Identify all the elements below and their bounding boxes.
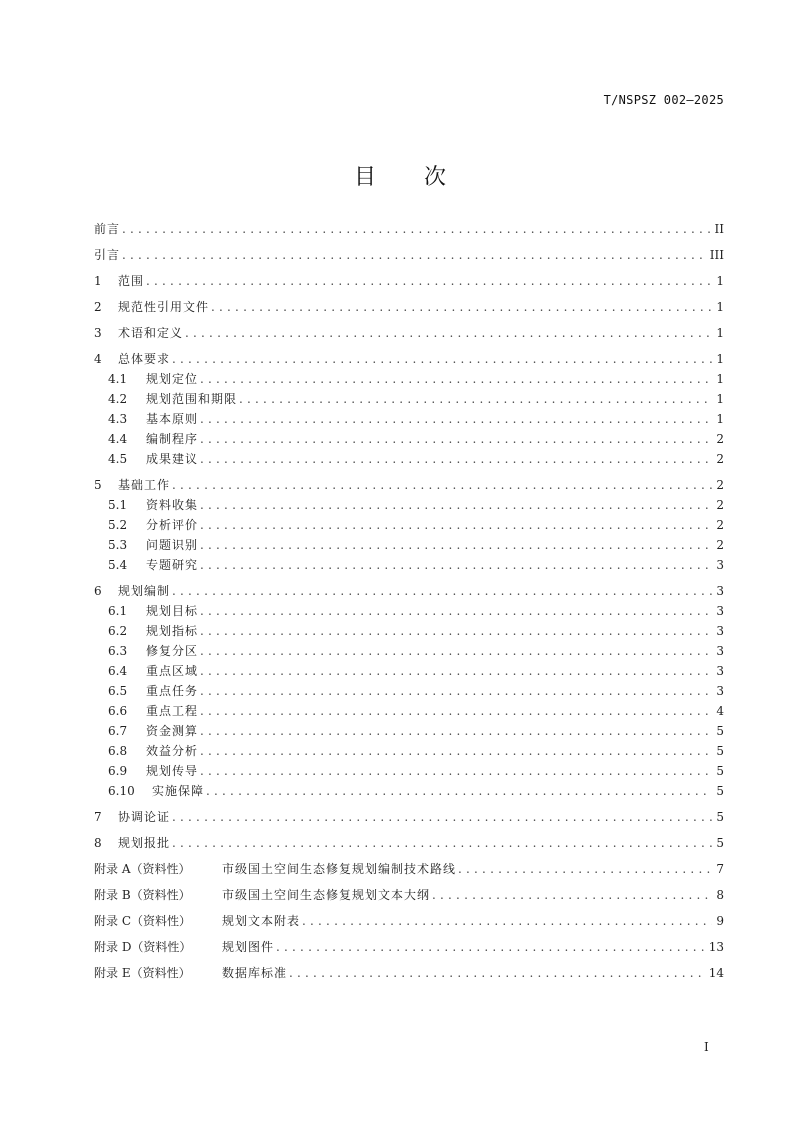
toc-entry-label: 规划图件 bbox=[222, 940, 275, 954]
toc-entry-label: 市级国土空间生态修复规划文本大纲 bbox=[222, 888, 431, 902]
toc-entry-number: 6.9 bbox=[108, 764, 128, 778]
toc-entry-label: 效益分析 bbox=[146, 744, 199, 758]
dot-leader bbox=[200, 495, 712, 515]
toc-subsection-entry[interactable] bbox=[94, 369, 724, 389]
dot-leader bbox=[200, 429, 712, 449]
toc-subsection-entry[interactable] bbox=[94, 449, 724, 469]
dot-leader bbox=[200, 515, 712, 535]
toc-entry-number: 6.4 bbox=[108, 664, 128, 678]
dot-leader bbox=[289, 963, 705, 983]
dot-leader bbox=[206, 781, 712, 801]
toc-section-entry[interactable] bbox=[94, 807, 724, 827]
title-char-1: 目 bbox=[353, 165, 376, 190]
dot-leader bbox=[172, 475, 712, 495]
toc-entry-number: 6.6 bbox=[108, 704, 128, 718]
toc-entry-label: 总体要求 bbox=[118, 352, 171, 366]
dot-leader bbox=[276, 937, 705, 957]
toc-entry-page: 4 bbox=[716, 704, 724, 718]
toc-entry-label: 范围 bbox=[118, 274, 145, 288]
toc-entry-number: 6.8 bbox=[108, 744, 128, 758]
toc-subsection-entry[interactable] bbox=[94, 761, 724, 781]
toc-entry-page: 3 bbox=[716, 604, 724, 618]
toc-entry-page: 7 bbox=[716, 862, 724, 876]
toc-entry-number: 6.5 bbox=[108, 684, 128, 698]
toc-entry-label: 编制程序 bbox=[146, 432, 199, 446]
toc-subsection-entry[interactable] bbox=[94, 601, 724, 621]
toc-subsection-entry[interactable] bbox=[94, 641, 724, 661]
toc-entry-page: 5 bbox=[716, 810, 724, 824]
toc-entry-number: 5.4 bbox=[108, 558, 128, 572]
toc-entry-label: 规划编制 bbox=[118, 584, 171, 598]
toc-subsection-entry[interactable] bbox=[94, 621, 724, 641]
toc-subsection-entry[interactable] bbox=[94, 429, 724, 449]
dot-leader bbox=[211, 297, 712, 317]
dot-leader bbox=[200, 761, 712, 781]
toc-entry-number: 5.3 bbox=[108, 538, 128, 552]
toc-entry-label: 市级国土空间生态修复规划编制技术路线 bbox=[222, 862, 457, 876]
toc-section-entry[interactable] bbox=[94, 271, 724, 291]
toc-entry-number: 4.4 bbox=[108, 432, 128, 446]
toc-entry-number: 6.1 bbox=[108, 604, 128, 618]
toc-section-entry[interactable] bbox=[94, 323, 724, 343]
dot-leader bbox=[200, 721, 712, 741]
toc-subsection-entry[interactable] bbox=[94, 515, 724, 535]
toc-entry-number: 6 bbox=[94, 584, 102, 598]
toc-entry-number: 4.3 bbox=[108, 412, 128, 426]
toc-entry-page: 5 bbox=[716, 764, 724, 778]
dot-leader bbox=[200, 641, 712, 661]
dot-leader bbox=[200, 661, 712, 681]
toc-entry-page: 5 bbox=[716, 784, 724, 798]
toc-entry-label: 成果建议 bbox=[146, 452, 199, 466]
toc-entry-label: 重点工程 bbox=[146, 704, 199, 718]
toc-entry-number: 6.7 bbox=[108, 724, 128, 738]
toc-entry-label: 资料收集 bbox=[146, 498, 199, 512]
dot-leader bbox=[200, 409, 712, 429]
toc-entry-page: 9 bbox=[716, 914, 724, 928]
toc-section-entry[interactable] bbox=[94, 833, 724, 853]
toc-subsection-entry[interactable] bbox=[94, 409, 724, 429]
toc-section-entry[interactable] bbox=[94, 581, 724, 601]
toc-entry-label: 数据库标准 bbox=[222, 966, 288, 980]
dot-leader bbox=[200, 621, 712, 641]
toc-entry-number: 4.2 bbox=[108, 392, 128, 406]
toc-subsection-entry[interactable] bbox=[94, 701, 724, 721]
toc-entry-label: 规划指标 bbox=[146, 624, 199, 638]
toc-entry-page: 5 bbox=[716, 724, 724, 738]
toc-appendix-entry[interactable] bbox=[94, 885, 724, 905]
toc-entry-label: 重点任务 bbox=[146, 684, 199, 698]
toc-entry-label: 资金测算 bbox=[146, 724, 199, 738]
dot-leader bbox=[146, 271, 712, 291]
toc-entry-number: 2 bbox=[94, 300, 102, 314]
title-char-2: 次 bbox=[424, 165, 447, 190]
toc-entry-page: 3 bbox=[716, 684, 724, 698]
toc-entry-label: 规划定位 bbox=[146, 372, 199, 386]
toc-subsection-entry[interactable] bbox=[94, 389, 724, 409]
dot-leader bbox=[239, 389, 712, 409]
dot-leader bbox=[172, 349, 712, 369]
dot-leader bbox=[200, 741, 712, 761]
toc-entry-number: 附录 A（资料性） bbox=[94, 862, 191, 876]
toc-entry-number: 附录 C（资料性） bbox=[94, 914, 191, 928]
toc-entry-number: 4.1 bbox=[108, 372, 128, 386]
toc-section-entry[interactable] bbox=[94, 245, 724, 265]
toc-entry-number: 附录 B（资料性） bbox=[94, 888, 191, 902]
toc-subsection-entry[interactable] bbox=[94, 495, 724, 515]
dot-leader bbox=[200, 681, 712, 701]
toc-entry-number: 5 bbox=[94, 478, 102, 492]
toc-entry-label: 规范性引用文件 bbox=[118, 300, 210, 314]
toc-entry-label: 专题研究 bbox=[146, 558, 199, 572]
toc-entry-page: 2 bbox=[716, 452, 724, 466]
toc-entry-page: 3 bbox=[716, 584, 724, 598]
toc-entry-number: 4 bbox=[94, 352, 102, 366]
toc-entry-page: 3 bbox=[716, 644, 724, 658]
toc-subsection-entry[interactable] bbox=[94, 781, 724, 801]
dot-leader bbox=[200, 555, 712, 575]
toc-entry-number: 附录 E（资料性） bbox=[94, 966, 191, 980]
toc-entry-page: III bbox=[709, 248, 724, 262]
toc-entry-label: 前言 bbox=[94, 222, 121, 236]
dot-leader bbox=[122, 219, 711, 239]
toc-entry-label: 规划范围和期限 bbox=[146, 392, 238, 406]
dot-leader bbox=[172, 807, 712, 827]
toc-entry-label: 规划传导 bbox=[146, 764, 199, 778]
dot-leader bbox=[172, 833, 712, 853]
toc-entry-number: 7 bbox=[94, 810, 102, 824]
toc-appendix-entry[interactable] bbox=[94, 911, 724, 931]
toc-appendix-entry[interactable] bbox=[94, 859, 724, 879]
toc-entry-label: 基础工作 bbox=[118, 478, 171, 492]
dot-leader bbox=[432, 885, 712, 905]
page-title bbox=[0, 160, 800, 191]
toc-entry-page: 14 bbox=[708, 966, 724, 980]
toc-entry-label: 规划报批 bbox=[118, 836, 171, 850]
dot-leader bbox=[458, 859, 712, 879]
toc-section-entry[interactable] bbox=[94, 475, 724, 495]
dot-leader bbox=[200, 449, 712, 469]
toc-entry-page: 5 bbox=[716, 744, 724, 758]
toc-entry-label: 分析评价 bbox=[146, 518, 199, 532]
toc-entry-label: 规划目标 bbox=[146, 604, 199, 618]
toc-entry-page: 8 bbox=[716, 888, 724, 902]
toc-entry-page: 1 bbox=[716, 412, 724, 426]
document-code: T/NSPSZ 002—2025 bbox=[603, 93, 724, 107]
toc-entry-number: 4.5 bbox=[108, 452, 128, 466]
dot-leader bbox=[200, 369, 712, 389]
toc-entry-label: 实施保障 bbox=[152, 784, 205, 798]
toc-entry-label: 术语和定义 bbox=[118, 326, 184, 340]
toc-entry-page: 1 bbox=[716, 372, 724, 386]
toc-entry-number: 5.1 bbox=[108, 498, 128, 512]
toc-entry-label: 基本原则 bbox=[146, 412, 199, 426]
dot-leader bbox=[122, 245, 706, 265]
toc-entry-page: 2 bbox=[716, 432, 724, 446]
toc-entry-page: 1 bbox=[716, 300, 724, 314]
toc-subsection-entry[interactable] bbox=[94, 535, 724, 555]
dot-leader bbox=[200, 701, 712, 721]
table-of-contents bbox=[94, 219, 724, 983]
toc-entry-number: 附录 D（资料性） bbox=[94, 940, 192, 954]
toc-entry-label: 重点区域 bbox=[146, 664, 199, 678]
toc-entry-page: 2 bbox=[716, 478, 724, 492]
toc-entry-number: 3 bbox=[94, 326, 102, 340]
toc-entry-page: II bbox=[714, 222, 724, 236]
toc-entry-page: 2 bbox=[716, 498, 724, 512]
toc-entry-page: 1 bbox=[716, 326, 724, 340]
toc-entry-label: 问题识别 bbox=[146, 538, 199, 552]
dot-leader bbox=[185, 323, 712, 343]
footer-page-number: I bbox=[704, 1040, 709, 1054]
toc-entry-page: 1 bbox=[716, 274, 724, 288]
toc-entry-page: 1 bbox=[716, 392, 724, 406]
toc-entry-page: 3 bbox=[716, 624, 724, 638]
toc-entry-page: 2 bbox=[716, 538, 724, 552]
toc-entry-label: 规划文本附表 bbox=[222, 914, 301, 928]
toc-entry-number: 1 bbox=[94, 274, 102, 288]
toc-entry-number: 6.3 bbox=[108, 644, 128, 658]
dot-leader bbox=[200, 535, 712, 555]
dot-leader bbox=[302, 911, 712, 931]
toc-section-entry[interactable] bbox=[94, 349, 724, 369]
toc-entry-page: 3 bbox=[716, 558, 724, 572]
toc-appendix-entry[interactable] bbox=[94, 963, 724, 983]
toc-entry-number: 6.10 bbox=[108, 784, 135, 798]
toc-entry-page: 3 bbox=[716, 664, 724, 678]
toc-entry-page: 13 bbox=[708, 940, 724, 954]
dot-leader bbox=[200, 601, 712, 621]
toc-entry-number: 8 bbox=[94, 836, 102, 850]
toc-entry-label: 修复分区 bbox=[146, 644, 199, 658]
toc-subsection-entry[interactable] bbox=[94, 741, 724, 761]
toc-subsection-entry[interactable] bbox=[94, 661, 724, 681]
toc-subsection-entry[interactable] bbox=[94, 555, 724, 575]
toc-subsection-entry[interactable] bbox=[94, 721, 724, 741]
toc-entry-label: 引言 bbox=[94, 248, 121, 262]
toc-section-entry[interactable] bbox=[94, 219, 724, 239]
toc-section-entry[interactable] bbox=[94, 297, 724, 317]
dot-leader bbox=[172, 581, 712, 601]
toc-entry-label: 协调论证 bbox=[118, 810, 171, 824]
toc-appendix-entry[interactable] bbox=[94, 937, 724, 957]
toc-subsection-entry[interactable] bbox=[94, 681, 724, 701]
toc-entry-page: 5 bbox=[716, 836, 724, 850]
toc-entry-number: 6.2 bbox=[108, 624, 128, 638]
toc-entry-page: 1 bbox=[716, 352, 724, 366]
toc-entry-number: 5.2 bbox=[108, 518, 128, 532]
toc-entry-page: 2 bbox=[716, 518, 724, 532]
